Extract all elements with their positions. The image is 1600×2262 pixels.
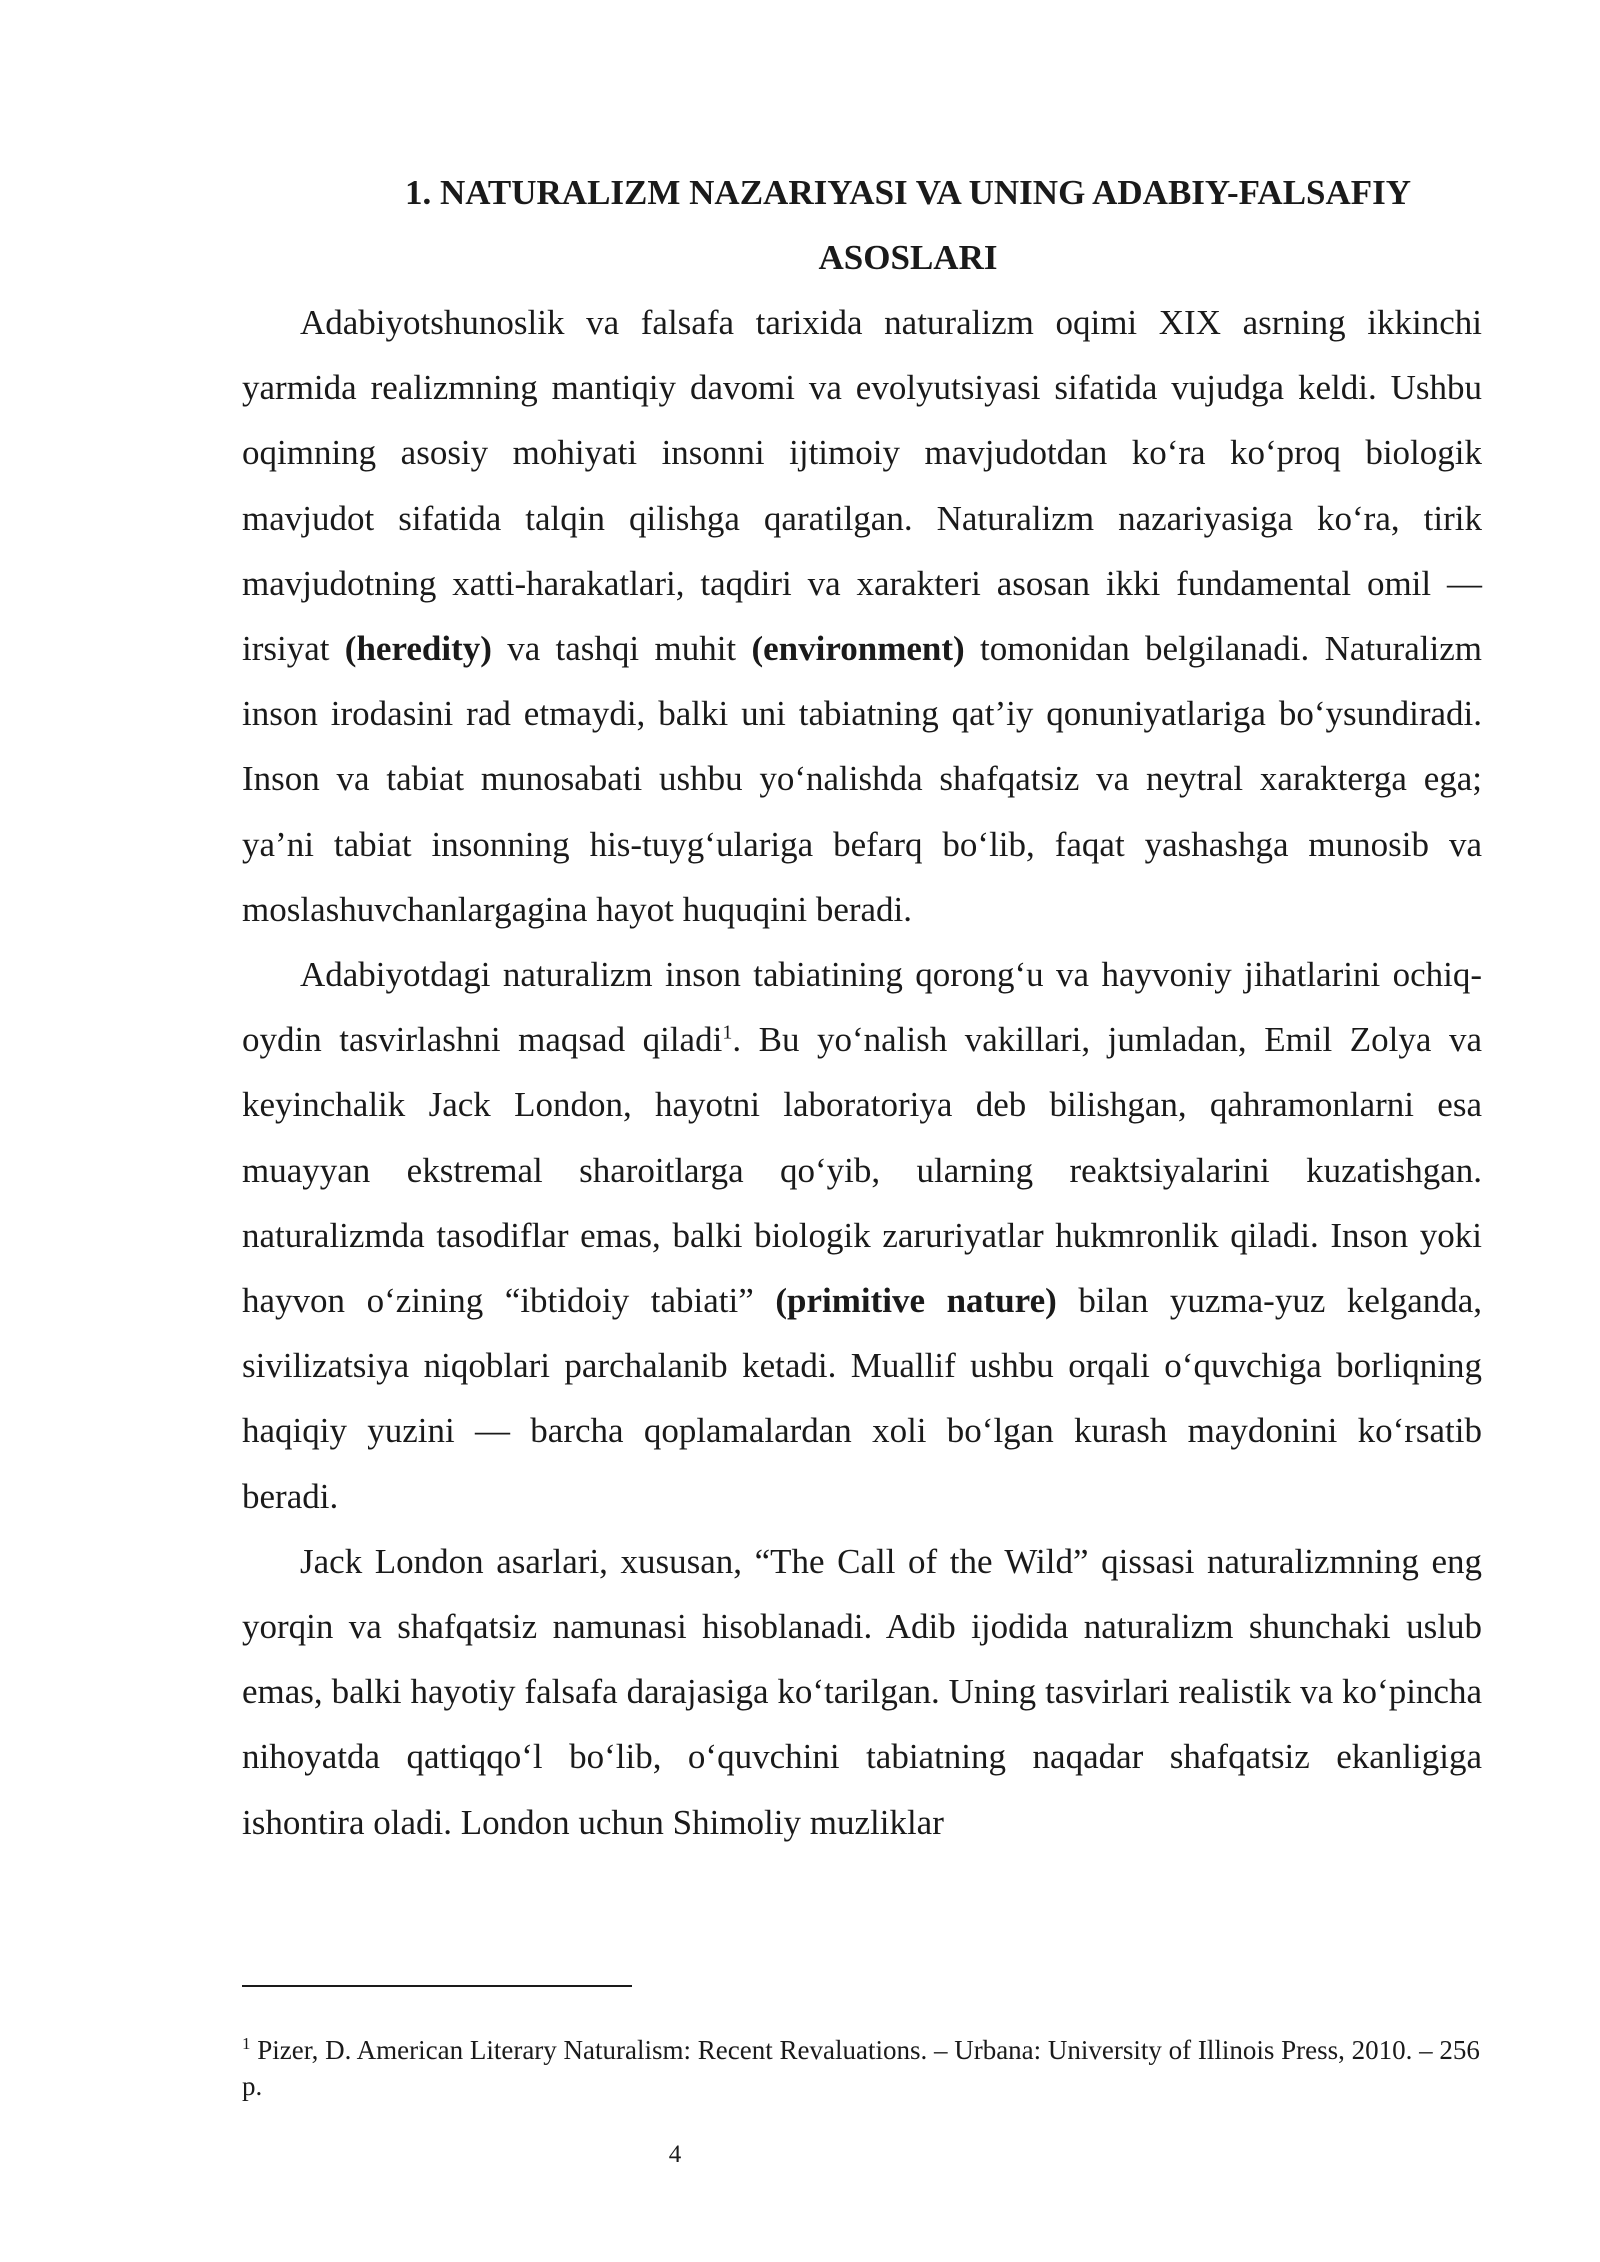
footnote-reference[interactable]: 1 bbox=[722, 1021, 733, 1044]
chapter-heading bbox=[242, 160, 1482, 290]
chapter-heading-line-1: 1. NATURALIZM NAZARIYASI VA UNING ADABIY-FALSAFIY bbox=[404, 173, 1412, 212]
paragraph-2-text-a: Adabiyotdagi naturalizm inson tabiatining qorong‘u va hayvoniy jihatlarini ochiq-oydin tasvirlashni maqsad qiladi bbox=[242, 955, 1482, 1060]
page-number: 4 bbox=[668, 2141, 682, 2168]
term-heredity: (heredity) bbox=[344, 629, 492, 669]
footnote-text: Pizer, D. American Literary Naturalism: Recent Revaluations. – Urbana: University of Illinois Press, 2010. – 256 p. bbox=[242, 2035, 1480, 2101]
chapter-heading-line-2: ASOSLARI bbox=[818, 238, 998, 277]
paragraph-2-text-c: bilan yuzma-yuz kelganda, sivilizatsiya niqoblari parchalanib ketadi. Muallif ushbu orqali o‘quvchiga borliqning haqiqiy yuzini — barcha qoplamalardan xoli bo‘lgan kurash maydonini ko‘rsatib beradi. bbox=[242, 1281, 1483, 1516]
paragraph-2 bbox=[242, 942, 1482, 1529]
footnote-separator bbox=[242, 1985, 632, 1987]
paragraph-1-text-c: tomonidan belgilanadi. Naturalizm inson irodasini rad etmaydi, balki uni tabiatning qat’iy qonuniyatlariga bo‘ysundiradi. Inson va tabiat munosabati ushbu yo‘nalishda shafqatsiz va neytral xarakterga ega; ya’ni tabiat insonning his-tuyg‘ulariga befarq bo‘lib, faqat yashashga munosib va moslashuvchanlargagina hayot huquqini beradi. bbox=[242, 629, 1482, 929]
term-primitive-nature: (primitive nature) bbox=[775, 1281, 1057, 1321]
paragraph-3-text-a: Jack London asarlari, xususan, “The Call of the Wild” qissasi naturalizmning eng yorqin va shafqatsiz namunasi hisoblanadi. Adib ijodida naturalizm shunchaki uslub emas, balki hayotiy falsafa darajasiga ko‘tarilgan. Uning tasvirlari realistik va ko‘pincha nihoyatda qattiqqo‘l bo‘lib, o‘quvchini tabiatning naqadar shafqatsiz ekanligiga ishontira oladi. London uchun Shimoliy muzliklar bbox=[242, 1541, 1482, 1842]
paragraph-1 bbox=[242, 290, 1482, 942]
paragraph-2-text-b: . Bu yo‘nalish vakillari, jumladan, Emil Zolya va keyinchalik Jack London, hayotni laboratoriya deb bilishgan, qahramonlarni esa muayyan ekstremal sharoitlarga qo‘yib, ularning reaktsiyalarini kuzatishgan. naturalizmda tasodiflar emas, balki biologik zaruriyatlar hukmronlik qiladi. Inson yoki hayvon o‘zining “ibtidoiy tabiati” bbox=[242, 1020, 1482, 1321]
paragraph-3 bbox=[242, 1529, 1482, 1855]
paragraph-1-text-b: va tashqi muhit bbox=[491, 629, 752, 669]
footnote-marker: 1 bbox=[242, 2034, 251, 2053]
footnote bbox=[242, 2032, 1482, 2104]
paragraph-1-text-a: Adabiyotshunoslik va falsafa tarixida naturalizm oqimi XIX asrning ikkinchi yarmida realizmning mantiqiy davomi va evolyutsiyasi sifatida vujudga keldi. Ushbu oqimning asosiy mohiyati insonni ijtimoiy mavjudotdan ko‘ra ko‘proq biologik mavjudot sifatida talqin qilishga qaratilgan. Naturalizm nazariyasiga ko‘ra, tirik mavjudotning xatti-harakatlari, taqdiri va xarakteri asosan ikki fundamental omil — irsiyat bbox=[242, 303, 1482, 669]
main-text-area bbox=[242, 160, 1482, 1855]
term-environment: (environment) bbox=[751, 629, 965, 669]
